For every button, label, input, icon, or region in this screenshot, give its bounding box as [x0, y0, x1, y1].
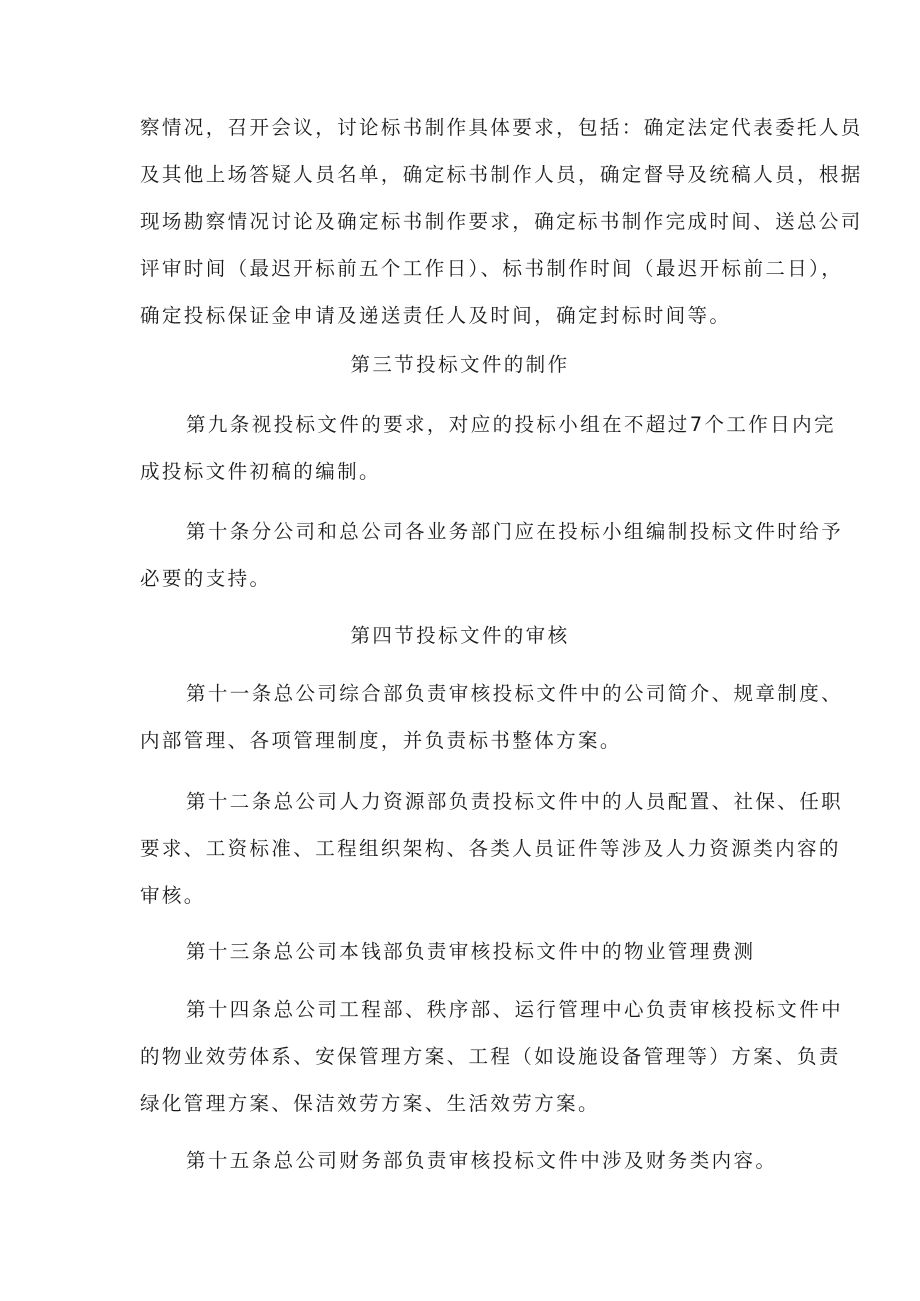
article-11-line: 第十一条总公司综合部负责审核投标文件中的公司简介、规章制度、 — [186, 682, 844, 705]
section-3-title: 第三节投标文件的制作 — [350, 353, 570, 376]
article-9-line: 第九条视投标文件的要求，对应的投标小组在不超过7个工作日内完 — [186, 413, 836, 436]
article-12-line: 第十二条总公司人力资源部负责投标文件中的人员配置、社保、任职 — [186, 790, 844, 813]
article-11 — [140, 670, 844, 764]
article-9-line: 成投标文件初稿的编制。 — [140, 460, 381, 483]
intro-line: 评审时间（最迟开标前五个工作日）、标书制作时间（最迟开标前二日）， — [140, 257, 844, 280]
intro-line: 察情况，召开会议，讨论标书制作具体要求，包括：确定法定代表委托人员 — [140, 116, 863, 139]
article-10-line: 第十条分公司和总公司各业务部门应在投标小组编制投标文件时给予 — [186, 520, 844, 543]
article-12-line: 要求、工资标准、工程组织架构、各类人员证件等涉及人力资源类内容的 — [140, 837, 841, 860]
article-12-line: 审核。 — [140, 884, 206, 907]
article-12 — [140, 778, 844, 919]
article-10 — [140, 508, 844, 602]
article-14-line: 第十四条总公司工程部、秩序部、运行管理中心负责审核投标文件中 — [186, 998, 844, 1021]
intro-line: 确定投标保证金申请及递送责任人及时间，确定封标时间等。 — [140, 304, 732, 327]
intro-paragraph — [140, 104, 863, 339]
article-11-line: 内部管理、各项管理制度，并负责标书整体方案。 — [140, 729, 622, 752]
intro-line: 现场勘察情况讨论及确定标书制作要求，确定标书制作完成时间、送总公司 — [140, 210, 863, 233]
article-13-line: 第十三条总公司本钱部负责审核投标文件中的物业管理费测 — [186, 940, 756, 963]
section-4-title: 第四节投标文件的审核 — [350, 624, 570, 647]
article-15-line: 第十五条总公司财务部负责审核投标文件中涉及财务类内容。 — [186, 1149, 778, 1172]
article-10-line: 必要的支持。 — [140, 567, 272, 590]
article-9 — [140, 401, 840, 495]
article-15 — [140, 1137, 840, 1184]
article-14 — [140, 986, 844, 1127]
intro-line: 及其他上场答疑人员名单，确定标书制作人员，确定督导及统稿人员，根据 — [140, 163, 863, 186]
article-13 — [140, 928, 840, 975]
article-14-line: 绿化管理方案、保洁效劳方案、生活效劳方案。 — [140, 1092, 600, 1115]
article-14-line: 的物业效劳体系、安保管理方案、工程（如设施设备管理等）方案、负责 — [140, 1045, 841, 1068]
